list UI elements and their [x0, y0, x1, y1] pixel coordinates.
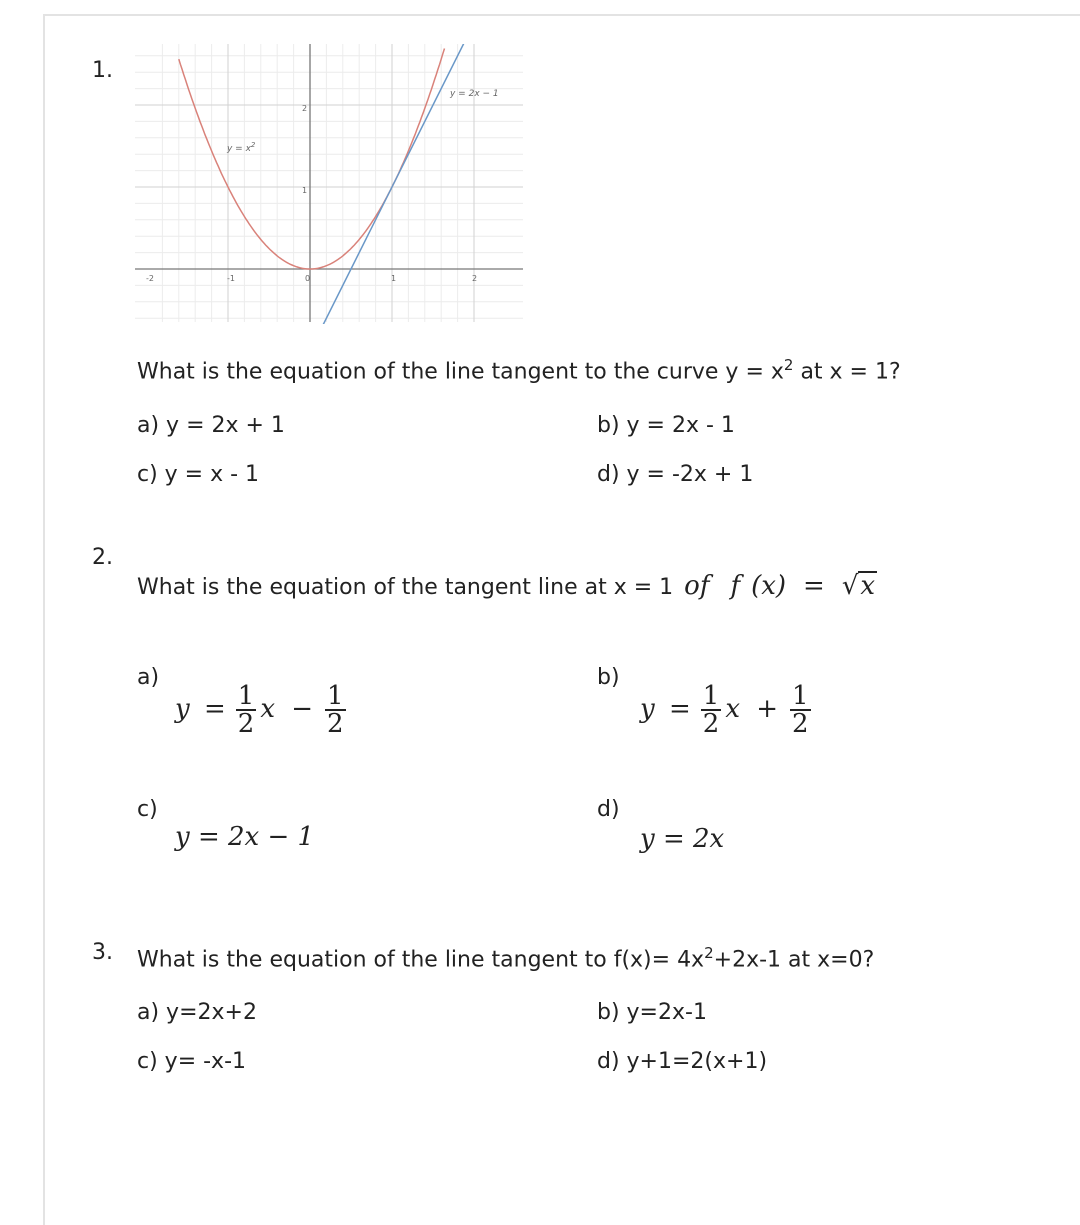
question-2-equals: =: [803, 571, 825, 601]
question-1-text: [137, 352, 901, 385]
q2-option-c-label[interactable]: c): [137, 797, 158, 822]
math-var: y: [640, 694, 655, 724]
q2-option-d-label[interactable]: d): [597, 797, 620, 822]
math-var: x: [725, 694, 740, 724]
x-tick-label: 1: [391, 274, 397, 283]
question-1-exponent: 2: [783, 356, 794, 374]
q1-option-b[interactable]: b) y = 2x - 1: [597, 413, 735, 438]
question-3-text-end: +2x-1 at x=0?: [713, 947, 875, 973]
q2-option-a-expression[interactable]: [175, 683, 350, 737]
fraction: [701, 683, 722, 737]
q1-option-d[interactable]: d) y = -2x + 1: [597, 462, 754, 487]
q2-option-c-expression[interactable]: y = 2x − 1: [175, 822, 315, 852]
question-2-sqrt-arg: x: [860, 571, 876, 601]
question-1-number: 1.: [92, 58, 113, 83]
y-tick-label: 1: [302, 186, 308, 195]
sqrt-symbol-icon: √: [841, 571, 859, 601]
x-tick-label: -1: [227, 274, 235, 283]
fraction-denominator: 2: [792, 709, 809, 739]
math-equals: =: [668, 694, 691, 724]
question-1-text-end: at x = 1?: [793, 359, 901, 385]
q3-option-c[interactable]: c) y= -x-1: [137, 1049, 247, 1074]
math-var: y: [175, 694, 190, 724]
math-operator: +: [756, 694, 779, 724]
x-tick-label: 0: [305, 274, 311, 283]
fraction: [325, 683, 346, 737]
question-3-number: 3.: [92, 940, 113, 965]
fraction-denominator: 2: [702, 709, 720, 739]
question-2-text: [137, 571, 877, 601]
q1-option-a[interactable]: a) y = 2x + 1: [137, 413, 285, 438]
top-border: [44, 14, 1080, 16]
q2-option-b-label[interactable]: b): [597, 665, 620, 690]
question-2-of: of: [684, 571, 710, 601]
fraction: [790, 683, 811, 737]
q2-option-d-expression[interactable]: y = 2x: [640, 824, 725, 854]
question-2-text-main: What is the equation of the tangent line at x = 1: [137, 575, 681, 600]
fraction-denominator: 2: [237, 709, 255, 739]
tangent-graph: [135, 44, 525, 324]
q3-option-d[interactable]: d) y+1=2(x+1): [597, 1049, 768, 1074]
math-equals: =: [203, 694, 226, 724]
question-1-text-main: What is the equation of the line tangent to the curve y = x: [137, 359, 784, 385]
fraction: [236, 683, 257, 737]
question-2-function-name: f: [730, 571, 741, 601]
x-tick-label: -2: [146, 274, 154, 283]
graph-grid: [135, 44, 523, 322]
fraction-numerator: 1: [702, 681, 720, 711]
y-tick-label: 2: [302, 104, 308, 113]
q1-option-c[interactable]: c) y = x - 1: [137, 462, 260, 487]
line-label: y = 2x − 1: [450, 89, 499, 99]
question-3-text-main: What is the equation of the line tangent to f(x)= 4x: [137, 947, 705, 973]
curve-label: $y = x^2$: [227, 141, 256, 154]
math-var: x: [260, 694, 275, 724]
question-2-number: 2.: [92, 545, 113, 570]
fraction-numerator: 1: [327, 681, 344, 711]
fraction-numerator: 1: [237, 681, 255, 711]
question-2-sqrt: [842, 571, 877, 599]
left-border: [43, 14, 45, 1225]
question-3-text: [137, 940, 874, 973]
q3-option-a[interactable]: a) y=2x+2: [137, 1000, 257, 1025]
math-operator: −: [291, 694, 314, 724]
fraction-numerator: 1: [792, 681, 809, 711]
q2-option-b-expression[interactable]: [640, 683, 815, 737]
question-2-function-arg: (x): [751, 571, 787, 601]
question-3-exponent: 2: [704, 944, 714, 962]
q2-option-a-label[interactable]: a): [137, 665, 160, 690]
fraction-denominator: 2: [327, 709, 344, 739]
q3-option-b[interactable]: b) y=2x-1: [597, 1000, 707, 1025]
x-tick-label: 2: [472, 274, 478, 283]
